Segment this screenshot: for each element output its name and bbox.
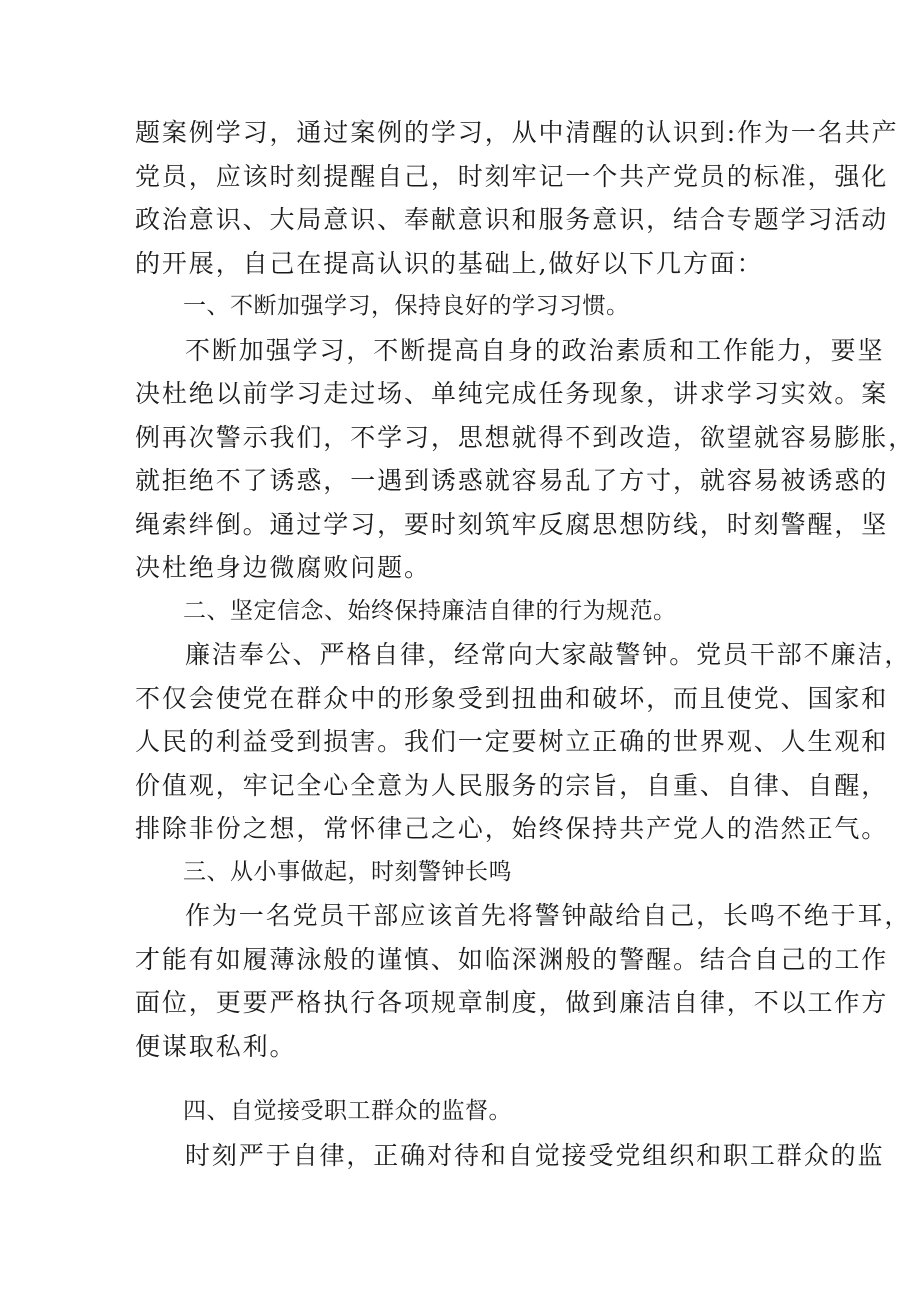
section-heading-1: 一、不断加强学习，保持良好的学习习惯。: [183, 293, 630, 319]
text-line: 才能有如履薄泳般的谨慎、如临深渊般的警醒。结合自己的工作: [135, 944, 889, 974]
text-line: 便谋取私利。: [135, 1031, 297, 1061]
text-line: 就拒绝不了诱惑，一遇到诱惑就容易乱了方寸，就容易被诱惑的: [135, 466, 889, 495]
text-line: 面位，更要严格执行各项规章制度，做到廉洁自律，不以工作方: [135, 988, 889, 1017]
text-line: 不仅会使党在群众中的形象受到扭曲和破坏，而且使党、国家和: [135, 683, 889, 713]
section-paragraph-2: [135, 633, 912, 851]
text-line: 题案例学习，通过案例的学习，从中清醒的认识到:作为一名共产: [135, 118, 899, 147]
text-line: 政治意识、大局意识、奉献意识和服务意识，结合专题学习活动: [135, 205, 889, 234]
text-line: 党员，应该时刻提醒自己，时刻牢记一个共产党员的标准，强化: [135, 161, 889, 191]
text-line: 的开展，自己在提高认识的基础上,做好以下几方面：: [135, 248, 764, 278]
text-line: 价值观，牢记全心全意为人民服务的宗旨，自重、自律、自醒，: [135, 770, 889, 800]
section-paragraph-4: [135, 1134, 885, 1178]
text-line: 决杜绝以前学习走过场、单纯完成任务现象，讲求学习实效。案: [135, 379, 889, 408]
paragraph-gap: [135, 1068, 795, 1090]
section-heading-4: 四、自觉接受职工群众的监督。: [183, 1098, 512, 1124]
document-body: [135, 111, 916, 1177]
intro-paragraph: [135, 111, 899, 285]
text-line: 不断加强学习，不断提高自身的政治素质和工作能力，要坚: [185, 335, 885, 365]
text-line: 作为一名党员干部应该首先将警钟敲给自己，长鸣不绝于耳，: [185, 901, 912, 930]
text-line: 廉洁奉公、严格自律，经常向大家敲警钟。党员干部不廉洁，: [185, 640, 912, 669]
text-line: 决杜绝身边微腐败问题。: [135, 553, 431, 582]
text-line: 例再次警示我们，不学习，思想就得不到改造，欲望就容易膨胀，: [135, 422, 916, 452]
text-line: 时刻严于自律，正确对待和自觉接受党组织和职工群众的监: [185, 1140, 885, 1170]
section-paragraph-3: [135, 894, 912, 1068]
section-paragraph-1: [135, 329, 916, 590]
section-heading-3: 三、从小事做起，时刻警钟长鸣: [183, 858, 512, 885]
text-line: 人民的利益受到损害。我们一定要树立正确的世界观、人生观和: [135, 727, 889, 756]
text-line: 排除非份之想，常怀律己之心，始终保持共产党人的浩然正气。: [135, 814, 889, 843]
text-line: 绳索绊倒。通过学习，要时刻筑牢反腐思想防线，时刻警醒，坚: [135, 509, 889, 539]
section-heading-2: 二、坚定信念、始终保持廉洁自律的行为规范。: [183, 597, 677, 624]
